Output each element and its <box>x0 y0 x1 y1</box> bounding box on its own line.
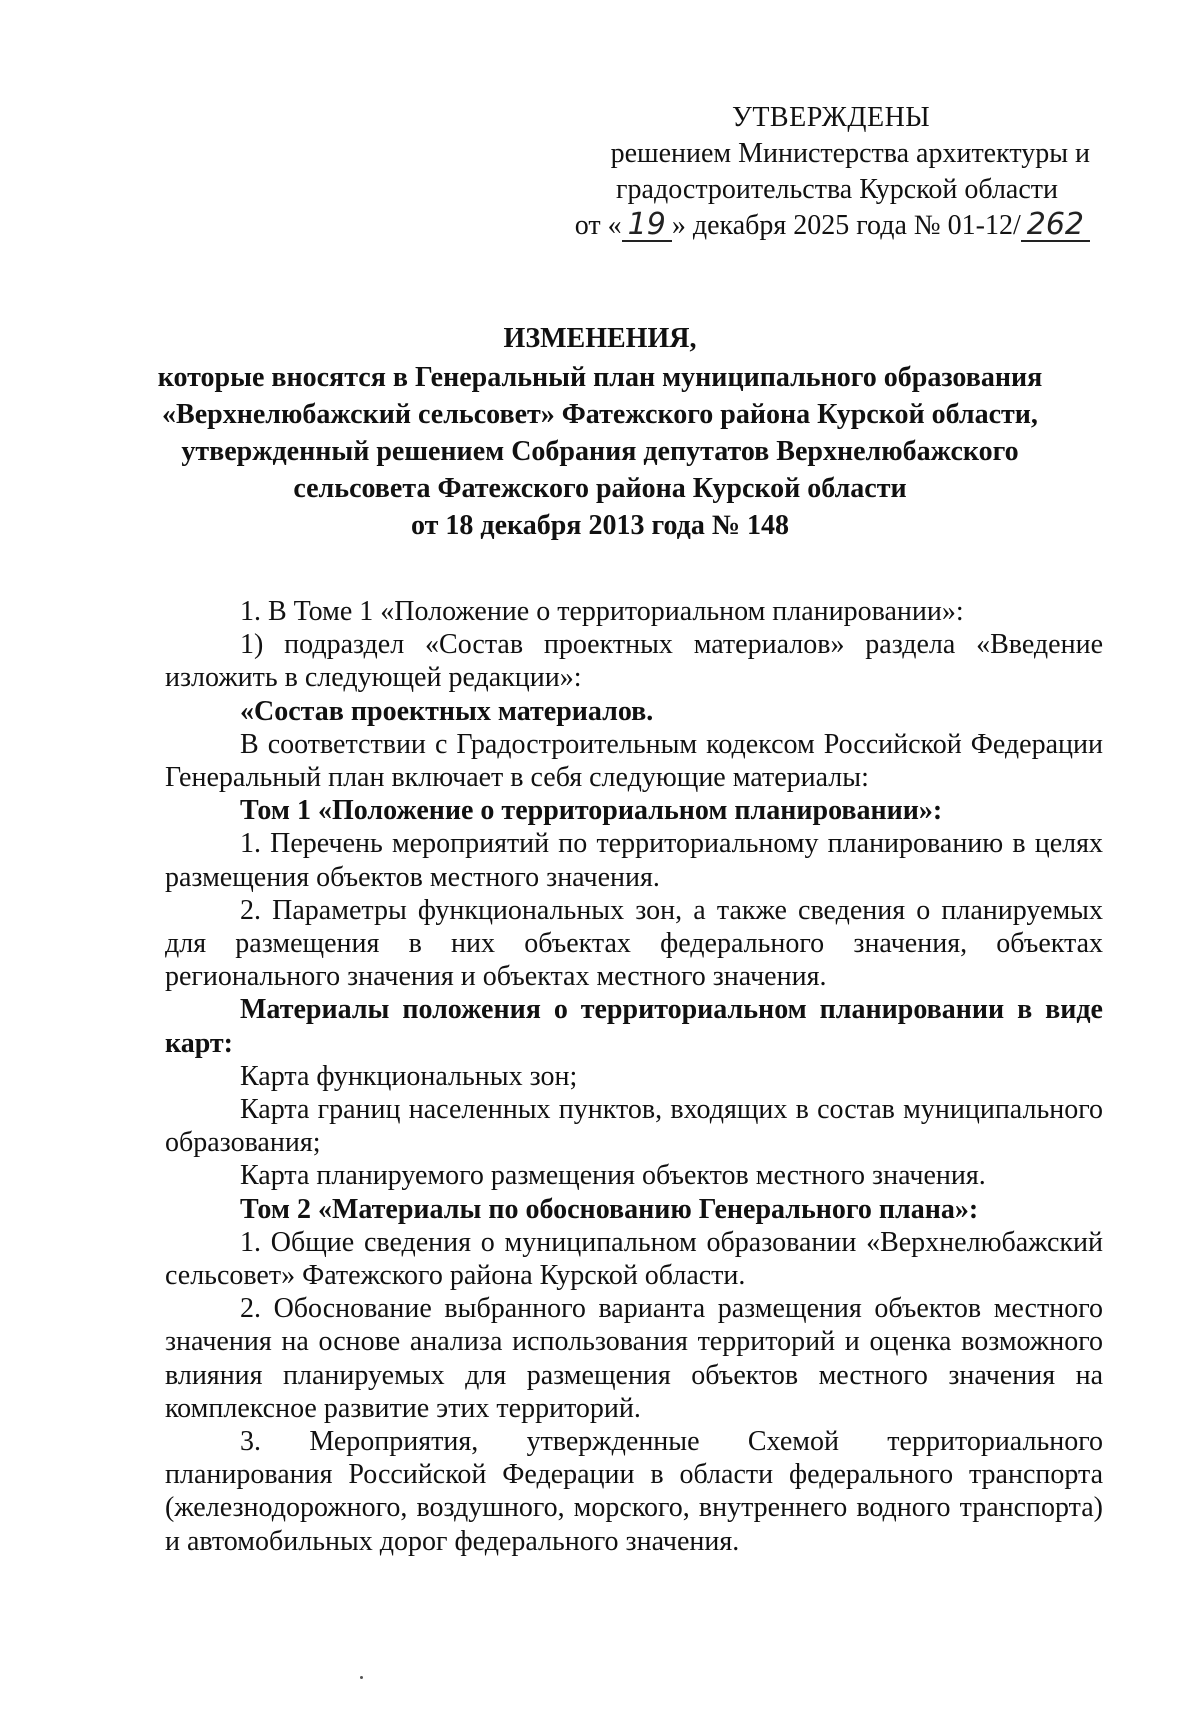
paragraph-15: 3. Мероприятия, утвержденные Схемой территориального планирования Российской Федерации в области федерального транспорта (железнодорожного, воздушного, морского, внутреннего водного транспорта) и автомобильных дорог федерального значения. <box>165 1426 1103 1557</box>
handwritten-day: 19 <box>622 210 672 242</box>
approval-date-line <box>560 208 1120 244</box>
paragraph-2: 1) подраздел «Состав проектных материалов» раздела «Введение изложить в следующей редакции»: <box>165 629 1103 694</box>
heading-line-4: сельсовета Фатежского района Курской области <box>293 473 907 504</box>
paragraph-5: Том 1 «Положение о территориальном планировании»: <box>240 795 943 827</box>
paragraph-11: Карта планируемого размещения объектов местного значения. <box>240 1160 986 1192</box>
heading-line-3: утвержденный решением Собрания депутатов Верхнелюбажского <box>181 436 1019 467</box>
heading-line-5: от 18 декабря 2013 года № 148 <box>411 510 789 541</box>
paragraph-13: 1. Общие сведения о муниципальном образовании «Верхнелюбажский сельсовет» Фатежского района Курской области. <box>165 1226 1103 1292</box>
approval-title: УТВЕРЖДЕНЫ <box>732 102 931 133</box>
handwritten-number: 262 <box>1021 210 1090 242</box>
approval-date-middle: » декабря 2025 года № 01-12/ <box>671 210 1021 241</box>
paragraph-10: Карта границ населенных пунктов, входящих в состав муниципального образования; <box>165 1094 1103 1159</box>
approval-line-2: градостроительства Курской области <box>616 174 1058 205</box>
approval-stamp-block <box>560 100 1120 244</box>
scan-speck <box>360 1676 363 1679</box>
paragraph-4: В соответствии с Градостроительным кодексом Российской Федерации Генеральный план включает в себя следующие материалы: <box>165 728 1103 794</box>
paragraph-9: Карта функциональных зон; <box>240 1060 578 1092</box>
paragraph-14: 2. Обоснование выбранного варианта размещения объектов местного значения на основе анализа использования территорий и оценка возможного влияния планируемых для размещения объектов местного значения на комплексное развитие этих территорий. <box>165 1293 1103 1424</box>
paragraph-1: 1. В Томе 1 «Положение о территориальном планировании»: <box>240 596 964 627</box>
heading-line-2: «Верхнелюбажский сельсовет» Фатежского района Курской области, <box>162 399 1038 430</box>
paragraph-8: Материалы положения о территориальном планировании в виде карт: <box>165 994 1103 1059</box>
heading-line-1: которые вносятся в Генеральный план муниципального образования <box>157 362 1043 393</box>
paragraph-6: 1. Перечень мероприятий по территориальному планированию в целях размещения объектов местного значения. <box>165 828 1103 893</box>
paragraph-12: Том 2 «Материалы по обоснованию Генерального плана»: <box>240 1193 979 1225</box>
approval-line-1: решением Министерства архитектуры и <box>610 138 1090 169</box>
approval-date-prefix: от « <box>574 210 622 241</box>
paragraph-7: 2. Параметры функциональных зон, а также сведения о планируемых для размещения в них объектах федерального значения, объектах регионального значения и объектах местного значения. <box>165 894 1103 993</box>
paragraph-3: «Состав проектных материалов. <box>240 695 654 727</box>
heading-title: ИЗМЕНЕНИЯ, <box>503 323 697 354</box>
document-body <box>165 595 1103 1558</box>
document-heading <box>140 320 1060 544</box>
